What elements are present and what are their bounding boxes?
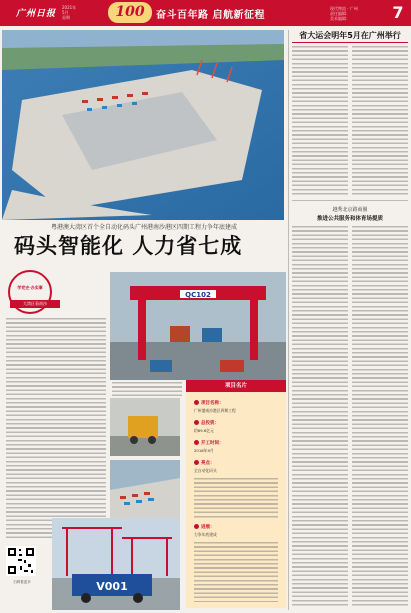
info-value: 2018年9月 xyxy=(194,448,214,453)
yard-aerial-photo xyxy=(110,460,180,518)
right-article-title: 省大运会明年5月在广州举行 xyxy=(299,31,401,40)
bullet-icon xyxy=(194,440,199,445)
vehicle-id-label: V001 xyxy=(96,580,128,593)
bullet-icon xyxy=(194,400,199,405)
right-article-body xyxy=(352,46,408,196)
edition-line: 现代物流 · 广州 xyxy=(330,6,358,11)
terminal-illustration xyxy=(52,518,180,610)
right-article-kicker: 越秀北京路商圈 xyxy=(332,207,368,213)
info-label: 进展： xyxy=(194,524,215,530)
port-aerial-illustration xyxy=(2,30,284,220)
crane-photo-caption xyxy=(112,382,182,396)
right-article-body xyxy=(292,226,348,608)
article-headline: 码头智能化 人力省七成 xyxy=(14,233,243,258)
date-block xyxy=(62,5,76,20)
info-label: 亮点： xyxy=(194,460,215,466)
masthead xyxy=(0,0,411,26)
vehicle-illustration xyxy=(110,398,180,456)
right-article-body xyxy=(352,226,408,608)
right-article-headline: 推进公共服务和体育场提质 xyxy=(316,216,383,222)
info-value: 广州港南沙港区四期工程 xyxy=(194,408,236,413)
edition-line: 责任编辑： xyxy=(330,11,350,16)
article-body-column xyxy=(6,318,106,540)
info-value: 约69.6亿元 xyxy=(194,428,214,433)
bullet-icon xyxy=(194,460,199,465)
crane-photo xyxy=(110,272,286,380)
centenary-badge: 100 xyxy=(108,2,152,23)
edition-line: 美术编辑： xyxy=(330,16,350,21)
page-number: 7 xyxy=(392,3,404,22)
qr-label: 扫码看更多 xyxy=(13,580,31,584)
yard-illustration xyxy=(110,460,180,518)
newspaper-logo: 广州日报 xyxy=(16,9,57,19)
campaign-ribbon: 大湾区看南沙 xyxy=(10,300,60,308)
info-value: 力争年底建成 xyxy=(194,532,217,537)
campaign-stamp: 学党史·办实事 xyxy=(8,270,52,314)
date-line: 2021年 xyxy=(62,5,77,10)
date-line: 5月 xyxy=(62,10,69,15)
info-value: 全自动化码头 xyxy=(194,468,217,473)
terminal-truck-photo xyxy=(52,518,180,610)
info-box-text xyxy=(194,478,278,518)
right-article-body xyxy=(292,46,348,196)
banner-slogan: 奋斗百年路 启航新征程 xyxy=(156,10,265,21)
guided-vehicle-photo xyxy=(110,398,180,456)
project-info-box xyxy=(186,380,286,608)
info-label: 开工时间： xyxy=(194,440,224,446)
qr-code-icon xyxy=(6,546,36,576)
edition-meta xyxy=(330,6,358,21)
info-box-header: 项目名片 xyxy=(186,380,286,392)
crane-label: QC102 xyxy=(185,291,211,299)
column-divider xyxy=(288,30,289,610)
qr-code[interactable] xyxy=(6,546,36,576)
bullet-icon xyxy=(194,420,199,425)
port-aerial-photo xyxy=(2,30,284,220)
divider xyxy=(292,42,408,43)
info-label: 项目名称： xyxy=(194,400,224,406)
date-line: 星期 xyxy=(62,15,70,20)
bullet-icon xyxy=(194,524,199,529)
article-deck: 粤港澳大湾区首个全自动化码头广州港南沙港区四期工程力争年底建成 xyxy=(50,224,237,231)
crane-illustration xyxy=(110,272,286,380)
info-box-text xyxy=(194,542,278,602)
divider xyxy=(292,200,408,201)
info-label: 总投资： xyxy=(194,420,219,426)
